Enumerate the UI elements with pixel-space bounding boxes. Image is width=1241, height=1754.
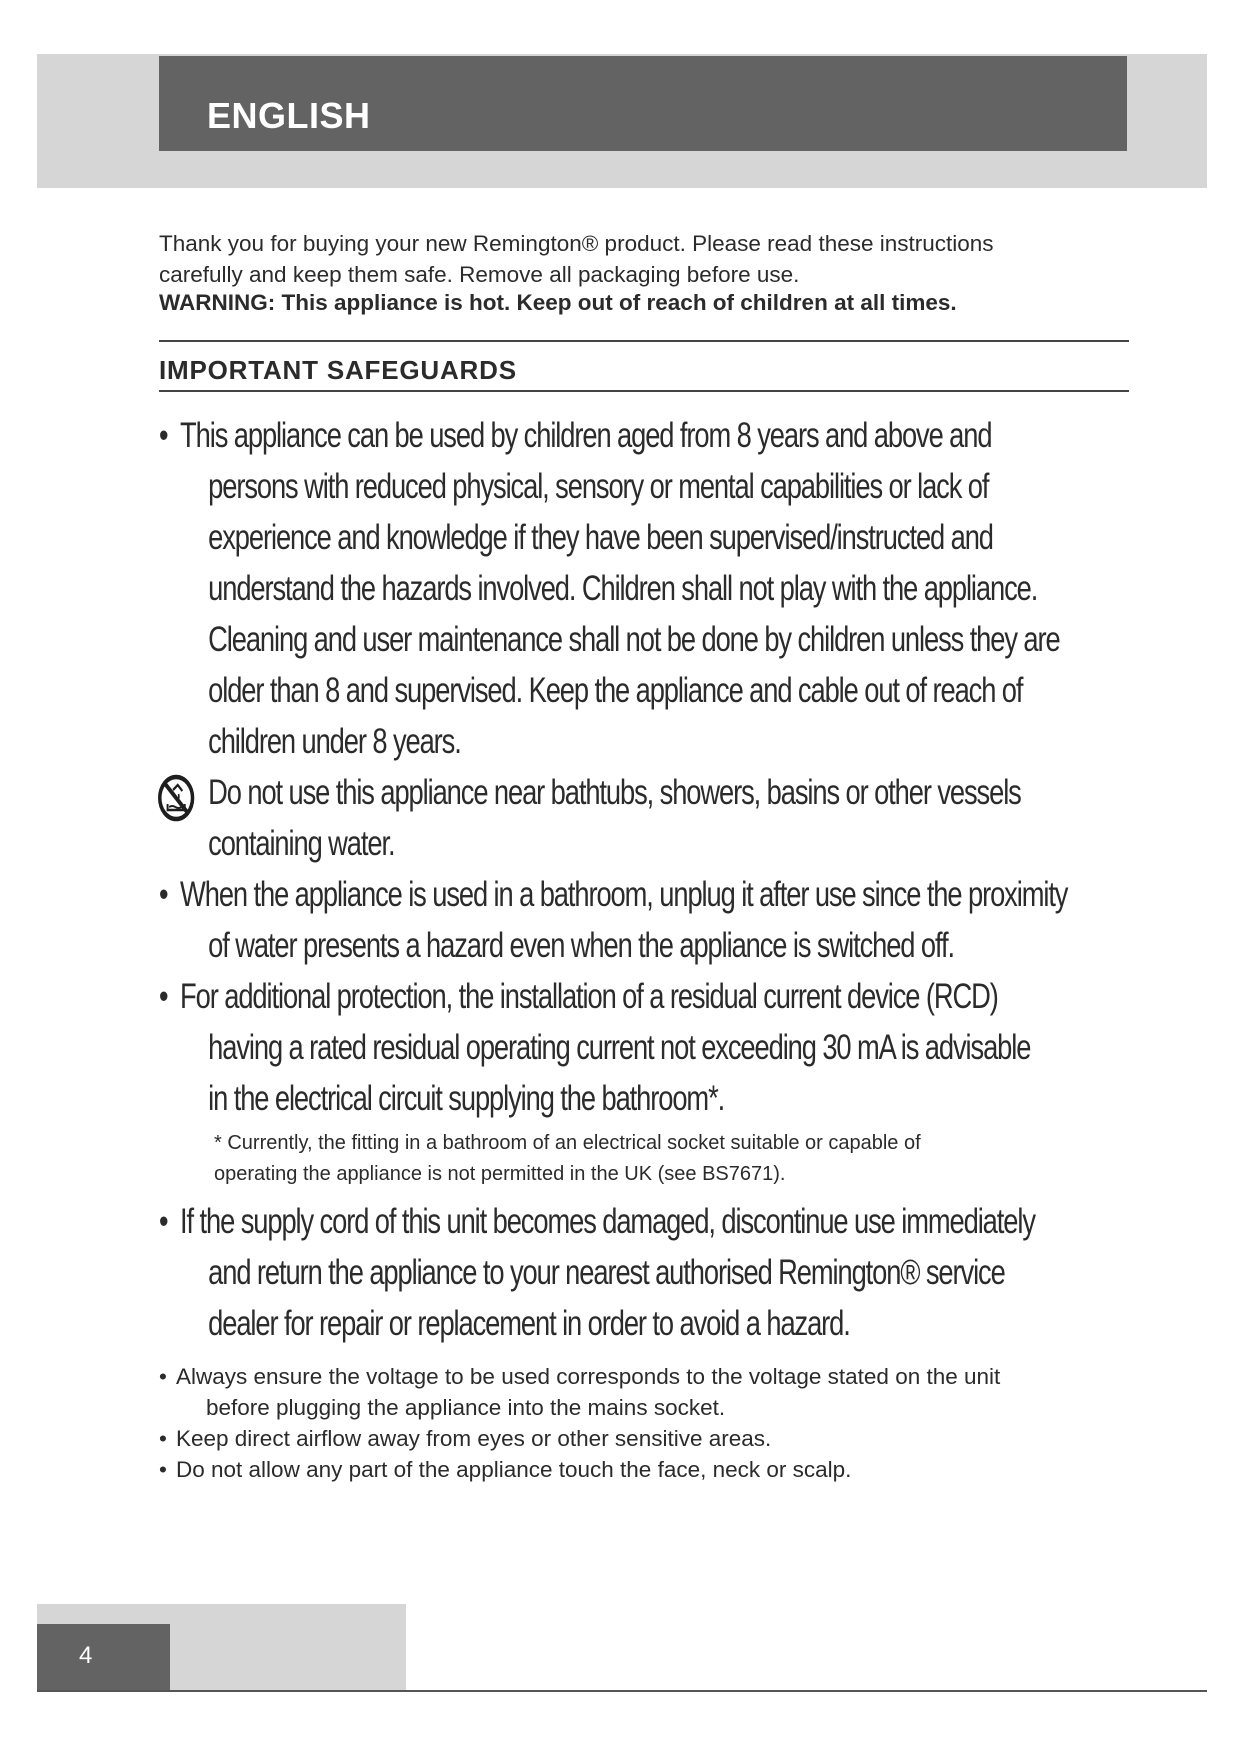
language-title: ENGLISH [207,95,371,136]
page-number: 4 [79,1642,93,1669]
footnote-line: operating the appliance is not permitted in the UK (see BS7671). [214,1163,786,1185]
safeguard-item-bathroom [159,869,1130,971]
no-water-icon [157,774,194,822]
intro-text [159,228,1129,316]
footer-rule [37,1690,1207,1692]
safeguard-line: dealer for repair or replacement in order to avoid a hazard. [208,1304,850,1343]
safeguard-line: If the supply cord of this unit becomes damaged, discontinue use immediately [180,1202,1035,1241]
safeguard-line: When the appliance is used in a bathroom, unplug it after use since the proximity [180,875,1068,914]
bullet: • [159,1364,167,1389]
safeguard-item-water [159,767,1130,869]
intro-line-2: carefully and keep them safe. Remove all packaging before use. [159,262,800,287]
page-number-box [37,1624,170,1691]
safeguards-list-continued [159,1196,1129,1349]
intro-line-1: Thank you for buying your new Remington® product. Please read these instructions [159,231,994,256]
additional-safeguards [159,1361,1129,1485]
bullet: • [159,1426,167,1451]
bullet: • [159,1457,167,1482]
section-title: IMPORTANT SAFEGUARDS [159,340,1129,392]
safeguard-item-rcd [159,971,1130,1124]
safeguard-line: of water presents a hazard even when the appliance is switched off. [208,926,954,965]
bullet: • [159,1202,168,1241]
safeguards-list [159,410,1129,1124]
safeguard-line: having a rated residual operating current not exceeding 30 mA is advisable [208,1028,1031,1067]
safeguard-line: This appliance can be used by children aged from 8 years and above and [180,416,992,455]
safeguard-line: Do not use this appliance near bathtubs, showers, basins or other vessels [208,773,1021,812]
language-header [159,56,1127,151]
bullet: • [159,875,168,914]
safeguard-line: experience and knowledge if they have been supervised/instructed and [208,518,993,557]
safeguard-line: and return the appliance to your nearest authorised Remington® service [208,1253,1005,1292]
safeguard-line: children under 8 years. [208,722,461,761]
main-content [159,228,1129,1485]
list-item-text: Always ensure the voltage to be used corresponds to the voltage stated on the unit [176,1364,1001,1389]
safeguard-line: older than 8 and supervised. Keep the appliance and cable out of reach of [208,671,1023,710]
footnote-line: * Currently, the fitting in a bathroom of an electrical socket suitable or capable of [214,1132,921,1154]
list-item-text: before plugging the appliance into the mains socket. [206,1395,726,1420]
bullet: • [159,977,168,1016]
list-item [159,1454,1129,1485]
list-item-text: Keep direct airflow away from eyes or other sensitive areas. [176,1426,772,1451]
warning-text: WARNING: This appliance is hot. Keep out of reach of children at all times. [159,290,957,315]
safeguard-line: Cleaning and user maintenance shall not be done by children unless they are [208,620,1060,659]
footnote [159,1128,1129,1190]
bullet: • [159,416,168,455]
safeguard-line: understand the hazards involved. Children shall not play with the appliance. [208,569,1038,608]
safeguard-item-children [159,410,1130,767]
safeguard-line: in the electrical circuit supplying the bathroom*. [208,1079,725,1118]
list-item-text: Do not allow any part of the appliance touch the face, neck or scalp. [176,1457,852,1482]
list-item [159,1423,1129,1454]
list-item [159,1361,1129,1423]
safeguard-line: persons with reduced physical, sensory or mental capabilities or lack of [208,467,989,506]
safeguard-line: For additional protection, the installation of a residual current device (RCD) [180,977,998,1016]
safeguard-item-cord [159,1196,1130,1349]
safeguard-line: containing water. [208,824,395,863]
